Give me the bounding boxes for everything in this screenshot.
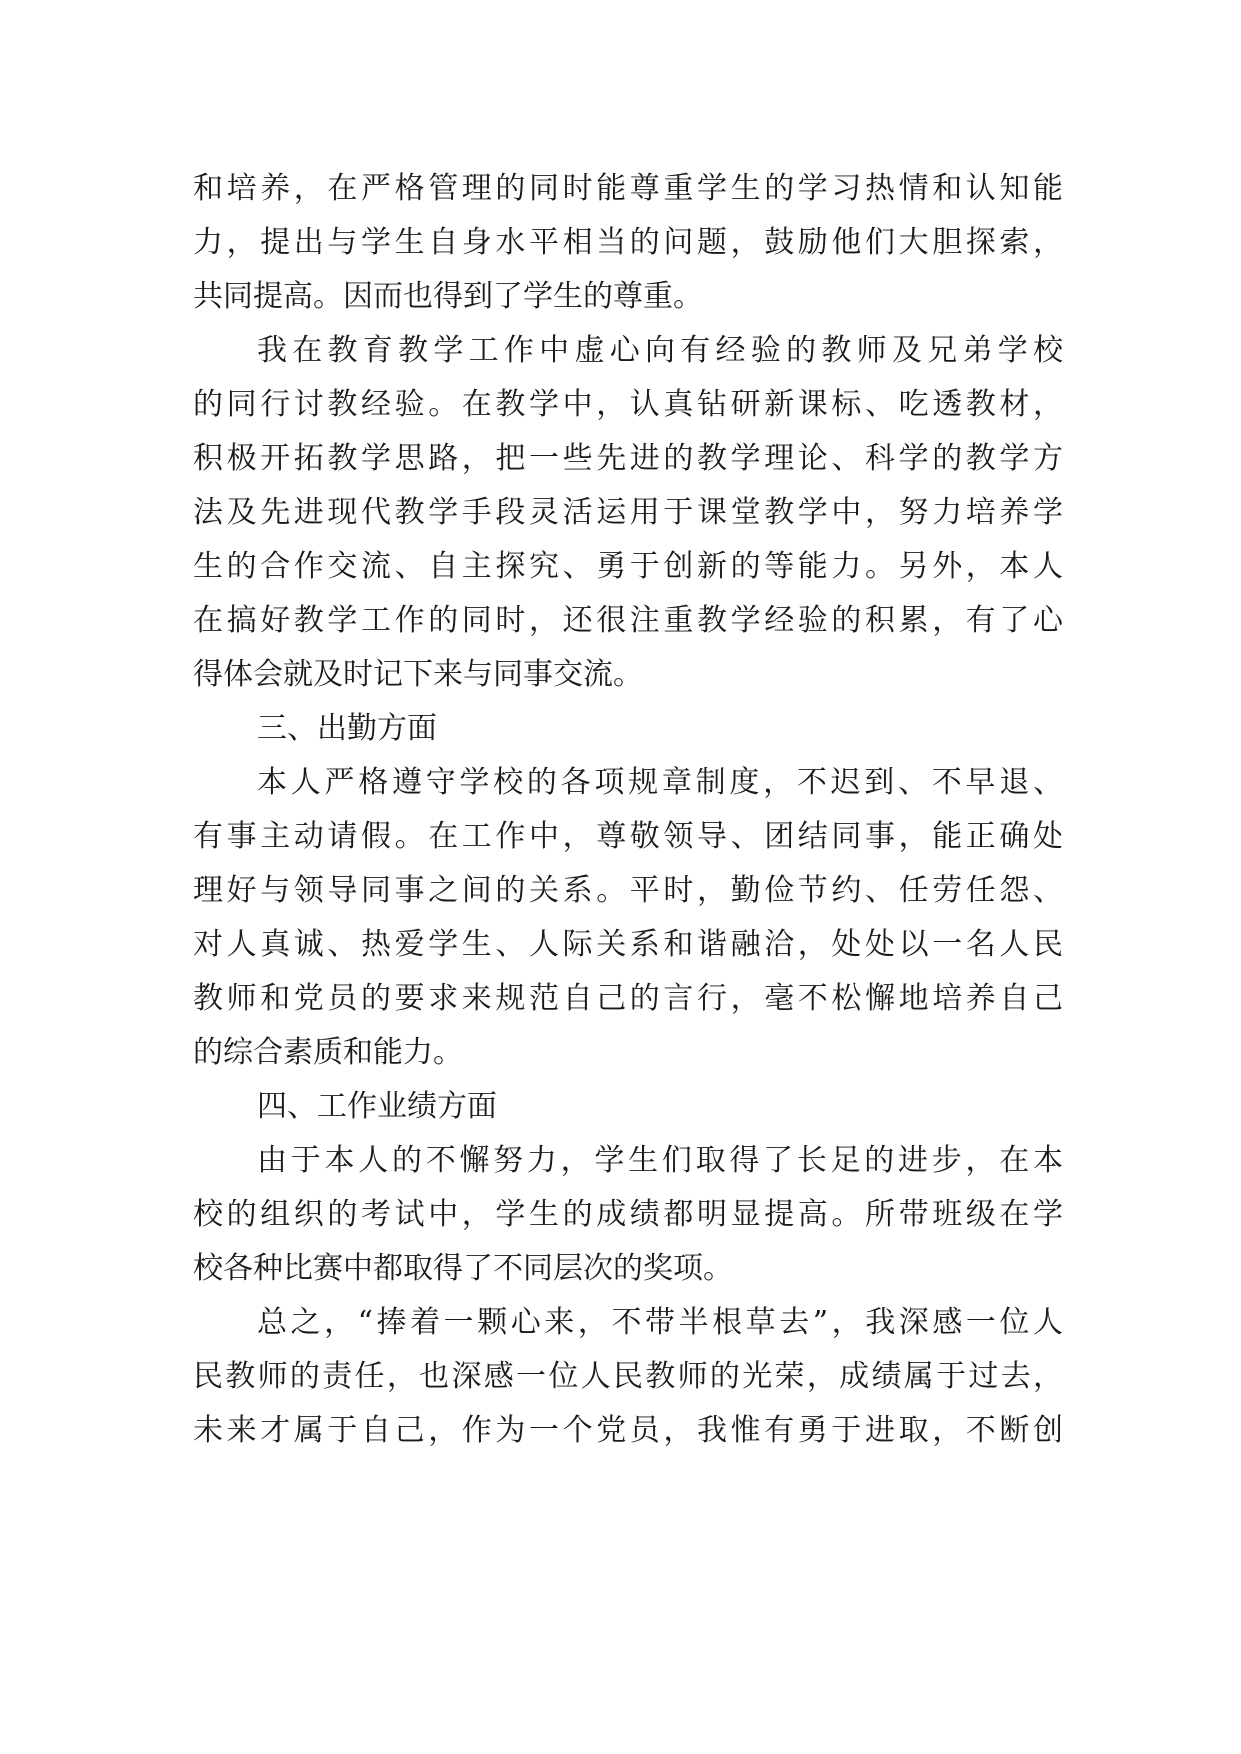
- text-line: 的综合素质和能力。: [193, 1035, 463, 1070]
- text-line: 共同提高。因而也得到了学生的尊重。: [193, 279, 703, 314]
- text-line: 校各种比赛中都取得了不同层次的奖项。: [193, 1251, 733, 1286]
- text-line: 理好与领导同事之间的关系。平时，勤俭节约、任劳任怨、: [193, 873, 1063, 908]
- text-line: 民教师的责任，也深感一位人民教师的光荣，成绩属于过去，: [193, 1359, 1063, 1394]
- heading-text: 三、出勤方面: [257, 711, 437, 746]
- text-line: 力，提出与学生自身水平相当的问题，鼓励他们大胆探索，: [193, 225, 1063, 260]
- heading-text: 四、工作业绩方面: [257, 1089, 497, 1124]
- text-line: 由于本人的不懈努力，学生们取得了长足的进步，在本: [257, 1143, 1063, 1178]
- text-line: 对人真诚、热爱学生、人际关系和谐融洽，处处以一名人民: [193, 927, 1063, 962]
- text-line: 生的合作交流、自主探究、勇于创新的等能力。另外，本人: [193, 549, 1063, 584]
- text-line: 在搞好教学工作的同时，还很注重教学经验的积累，有了心: [193, 603, 1063, 638]
- text-line: 我在教育教学工作中虚心向有经验的教师及兄弟学校: [257, 333, 1063, 368]
- text-line: 教师和党员的要求来规范自己的言行，毫不松懈地培养自己: [193, 981, 1063, 1016]
- text-line: 有事主动请假。在工作中，尊敬领导、团结同事，能正确处: [193, 819, 1063, 854]
- paragraph-teaching: [193, 324, 1063, 702]
- section-heading-attendance: [193, 702, 1063, 756]
- paragraph-continuation: [193, 162, 1063, 324]
- text-line: 和培养，在严格管理的同时能尊重学生的学习热情和认知能: [193, 171, 1063, 206]
- text-line: 未来才属于自己，作为一个党员，我惟有勇于进取，不断创: [193, 1413, 1063, 1448]
- text-line: 总之，“捧着一颗心来，不带半根草去”，我深感一位人: [257, 1305, 1063, 1340]
- section-heading-achievements: [193, 1080, 1063, 1134]
- document-body: [193, 162, 1063, 1458]
- paragraph-attendance: [193, 756, 1063, 1080]
- text-line: 积极开拓教学思路，把一些先进的教学理论、科学的教学方: [193, 441, 1063, 476]
- text-line: 法及先进现代教学手段灵活运用于课堂教学中，努力培养学: [193, 495, 1063, 530]
- text-line: 本人严格遵守学校的各项规章制度，不迟到、不早退、: [257, 765, 1063, 800]
- text-line: 校的组织的考试中，学生的成绩都明显提高。所带班级在学: [193, 1197, 1063, 1232]
- text-line: 的同行讨教经验。在教学中，认真钻研新课标、吃透教材，: [193, 387, 1063, 422]
- paragraph-achievements: [193, 1134, 1063, 1296]
- text-line: 得体会就及时记下来与同事交流。: [193, 657, 643, 692]
- paragraph-conclusion: [193, 1296, 1063, 1458]
